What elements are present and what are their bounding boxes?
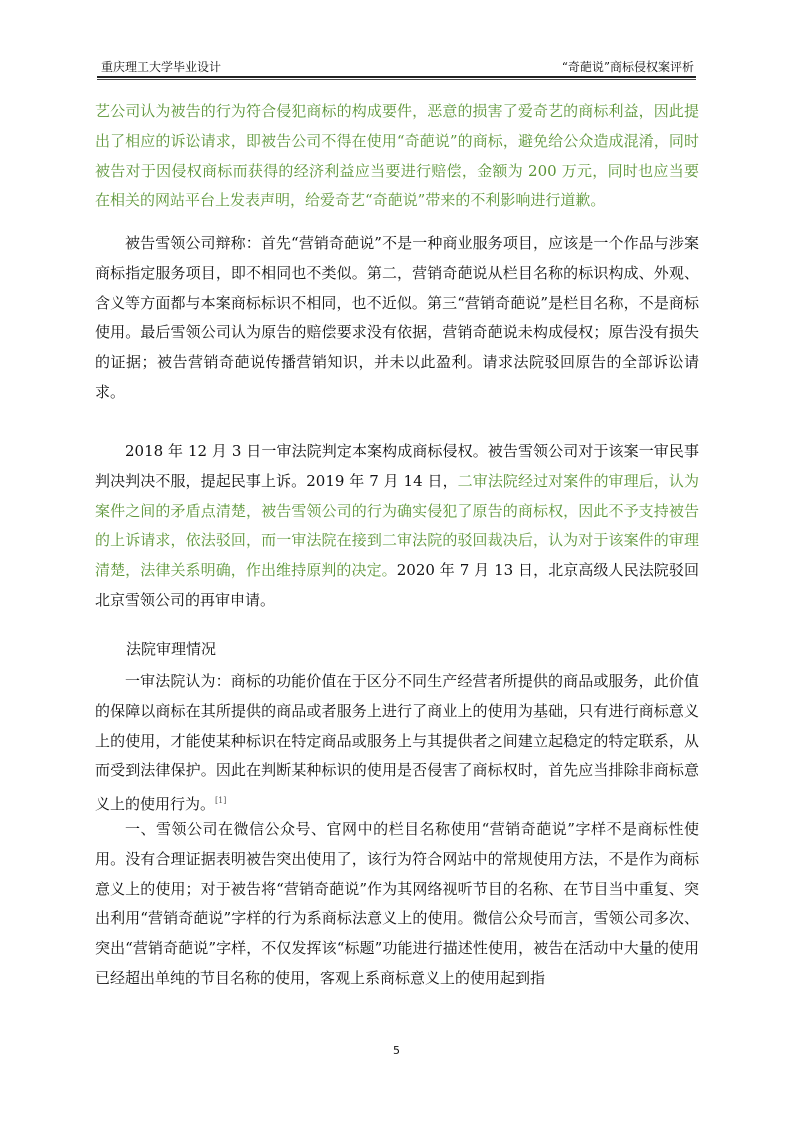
paragraph-first-instance-view <box>95 667 699 820</box>
paragraph-text: 一审法院认为：商标的功能价值在于区分不同生产经营者所提供的商品或服务，此价值的保障以商标在其所提供的商品或者服务上进行了商业上的使用为基础，只有进行商标意义上的使用，才能使某种标识在特定商品或服务上与其提供者之间建立起稳定的特定联系，从而受到法律保护。因此在判断某种标识的使用是否侵害了商标权时，首先应当排除非商标意义上的使用行为。 <box>95 672 699 814</box>
paragraph-judgment-history <box>95 437 699 616</box>
highlighted-text: 艺公司认为被告的行为符合侵犯商标的构成要件，恶意的损害了爱奇艺的商标利益，因此提出了相应的诉讼请求，即被告公司不得在使用“奇葩说”的商标，避免给公众造成混淆，同时被告对于因侵权商标而获得的经济利益应当要进行赔偿，金额为 200 万元，同时也应当要在相关的网站平台上发表声明，给爱奇艺“奇葩说”带来的不利影响进行道歉。 <box>95 102 699 210</box>
paragraph-plaintiff-claims <box>95 97 699 216</box>
citation-ref: [1] <box>215 796 227 806</box>
paragraph-point-one <box>95 815 699 994</box>
header-left-title: 重庆理工大学毕业设计 <box>101 60 222 74</box>
paragraph-defense <box>95 229 699 408</box>
header-right-title: “奇葩说”商标侵权案评析 <box>561 60 694 74</box>
paragraph-text: 被告雪领公司辩称：首先“营销奇葩说”不是一种商业服务项目，应该是一个作品与涉案商标指定服务项目，即不相同也不类似。第二，营销奇葩说从栏目名称的标识构成、外观、含义等方面都与本案商标标识不相同，也不近似。第三“营销奇葩说”是栏目名称，不是商标使用。最后雪领公司认为原告的赔偿要求没有依据，营销奇葩说未构成侵权；原告没有损失的证据；被告营销奇葩说传播营销知识，并未以此盈利。请求法院驳回原告的全部诉讼请求。 <box>95 234 699 401</box>
header-rule <box>97 76 696 78</box>
paragraph-text: 2020 年 7 月 13 日，北京高级人民法院驳回北京雪领公司的再审申请。 <box>95 561 699 609</box>
page-number: 5 <box>393 1044 400 1057</box>
section-heading: 法院审理情况 <box>126 640 217 658</box>
header-rule-thin <box>97 79 696 80</box>
paragraph-text: 2018 年 12 月 3 日一审法院判定本案构成商标侵权。被告雪领公司对于该案一审民事判决判决不服，提起民事上诉。2019 年 7 月 14 日， <box>95 442 699 490</box>
paragraph-text: 一、雪领公司在微信公众号、官网中的栏目名称使用“营销奇葩说”字样不是商标性使用。没有合理证据表明被告突出使用了，该行为符合网站中的常规使用方法，不是作为商标意义上的使用；对于被告将“营销奇葩说”作为其网络视听节目的名称、在节目当中重复、突出利用“营销奇葩说”字样的行为系商标法意义上的使用。微信公众号而言，雪领公司多次、突出“营销奇葩说”字样，不仅发挥该“标题”功能进行描述性使用，被告在活动中大量的使用已经超出单纯的节目名称的使用，客观上系商标意义上的使用起到指 <box>95 820 699 987</box>
highlighted-text: 二审法院经过对案件的审理后，认为案件之间的矛盾点清楚，被告雪领公司的行为确实侵犯了原告的商标权，因此不予支持被告的上诉请求，依法驳回，而一审法院在接到二审法院的驳回裁决后，认为对于该案件的审理清楚，法律关系明确，作出维持原判的决定。 <box>95 471 699 580</box>
